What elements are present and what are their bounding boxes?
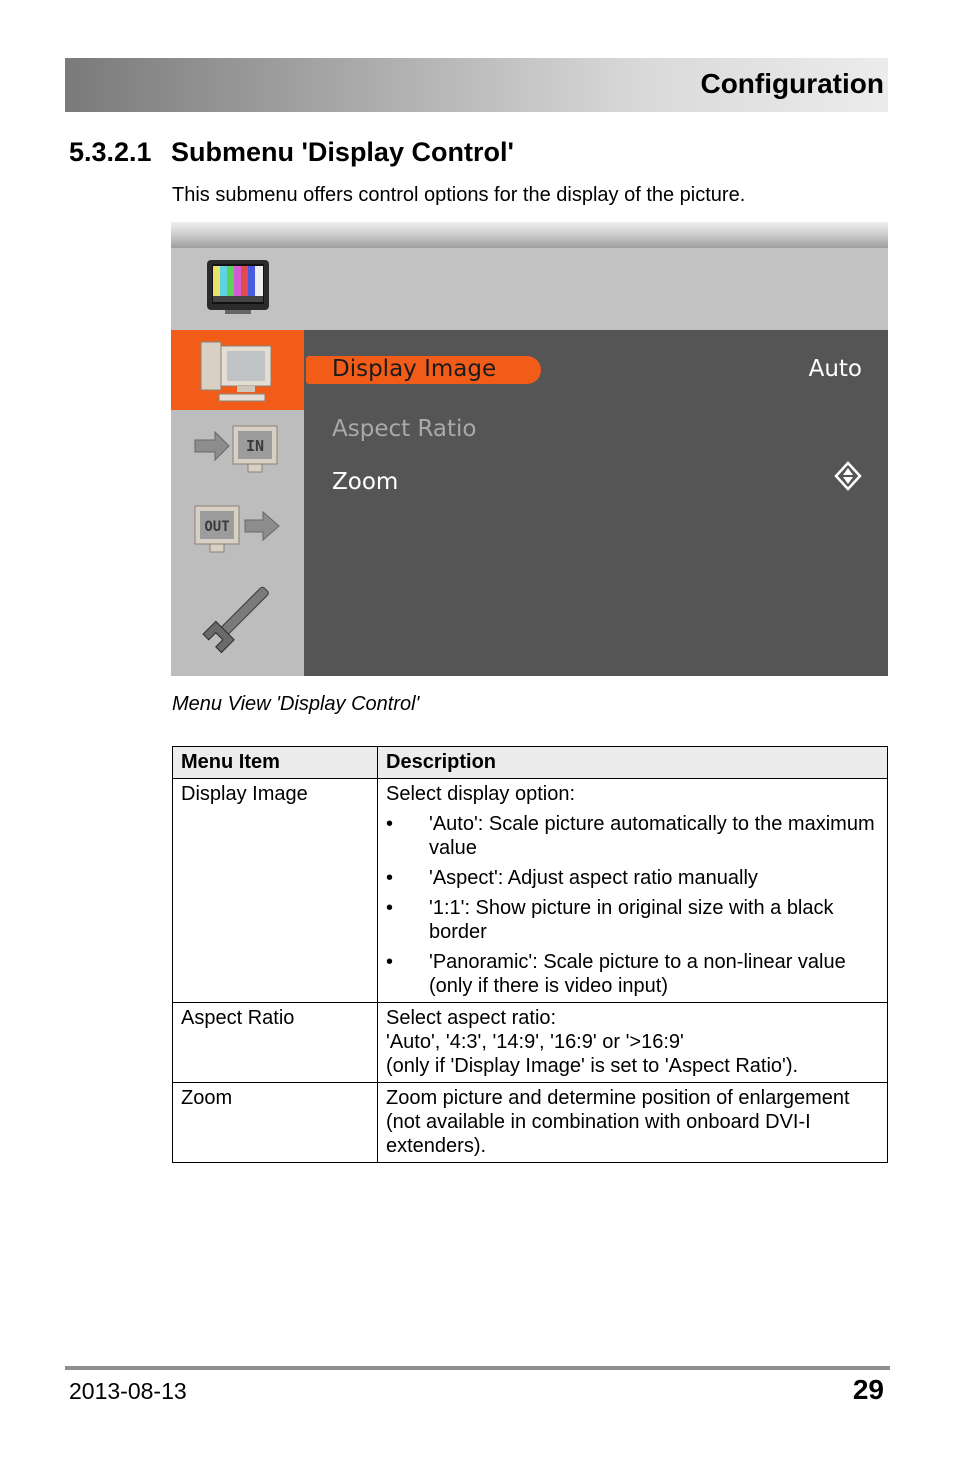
figure-caption: Menu View 'Display Control'	[172, 693, 420, 715]
description-line: Select aspect ratio:	[386, 1007, 557, 1029]
section-number: 5.3.2.1	[69, 137, 152, 167]
chapter-header-bar	[65, 58, 888, 112]
row-item-aspect-ratio: Aspect Ratio	[173, 1003, 378, 1083]
menu-item-aspect-ratio[interactable]: Aspect Ratio	[332, 416, 477, 442]
page-number: 29	[852, 1374, 884, 1405]
sidebar-item-settings[interactable]	[171, 574, 304, 676]
table-header-row	[173, 747, 888, 779]
osd-sidebar	[171, 330, 304, 676]
list-item: • 'Aspect': Adjust aspect ratio manually	[386, 866, 879, 890]
output-icon-label: OUT	[204, 519, 230, 535]
computer-monitor-icon	[197, 336, 277, 404]
list-item: • '1:1': Show picture in original size with a black border	[386, 896, 879, 944]
list-item: • 'Auto': Scale picture automatically to the maximum value	[386, 812, 879, 860]
osd-title-bar	[171, 222, 888, 248]
color-bars-monitor-icon	[205, 258, 271, 316]
osd-menu-screenshot	[171, 222, 888, 676]
display-option-list	[386, 812, 879, 998]
row-description-display-image	[378, 779, 888, 1003]
osd-menu-panel	[304, 330, 888, 676]
row-description-zoom: Zoom picture and determine position of enlargement (not available in combination with onboard DVI-I extenders).	[378, 1083, 888, 1163]
osd-header	[171, 248, 888, 330]
table-row	[173, 779, 888, 1003]
description-lead: Select display option:	[386, 783, 576, 805]
footer-rule	[65, 1366, 890, 1370]
column-header-menu-item: Menu Item	[173, 747, 378, 779]
list-item: • 'Panoramic': Scale picture to a non-linear value (only if there is video input)	[386, 950, 879, 998]
row-item-display-image: Display Image	[173, 779, 378, 1003]
table-row	[173, 1003, 888, 1083]
output-icon	[193, 502, 283, 560]
table-row	[173, 1083, 888, 1163]
column-header-description: Description	[378, 747, 888, 779]
footer-date: 2013-08-13	[69, 1378, 187, 1404]
sidebar-item-output[interactable]	[171, 492, 304, 572]
description-line: 'Auto', '4:3', '14:9', '16:9' or '>16:9'	[386, 1031, 684, 1053]
intro-paragraph: This submenu offers control options for the display of the picture.	[172, 184, 746, 206]
description-line: (only if 'Display Image' is set to 'Aspect Ratio').	[386, 1055, 799, 1077]
row-item-zoom: Zoom	[173, 1083, 378, 1163]
menu-item-display-image[interactable]: Display Image	[306, 356, 541, 384]
section-heading	[69, 137, 514, 168]
display-image-value: Auto	[808, 356, 862, 382]
section-title: Submenu 'Display Control'	[171, 137, 514, 167]
input-icon	[193, 422, 283, 480]
row-description-aspect-ratio	[378, 1003, 888, 1083]
sidebar-item-input[interactable]	[171, 412, 304, 490]
sidebar-item-display-control[interactable]	[171, 330, 304, 410]
up-down-icon	[834, 461, 862, 491]
input-icon-label: IN	[245, 437, 265, 455]
wrench-icon	[197, 580, 277, 660]
chapter-title: Configuration	[700, 68, 884, 99]
menu-description-table	[172, 746, 888, 1163]
menu-item-zoom[interactable]: Zoom	[332, 469, 399, 495]
